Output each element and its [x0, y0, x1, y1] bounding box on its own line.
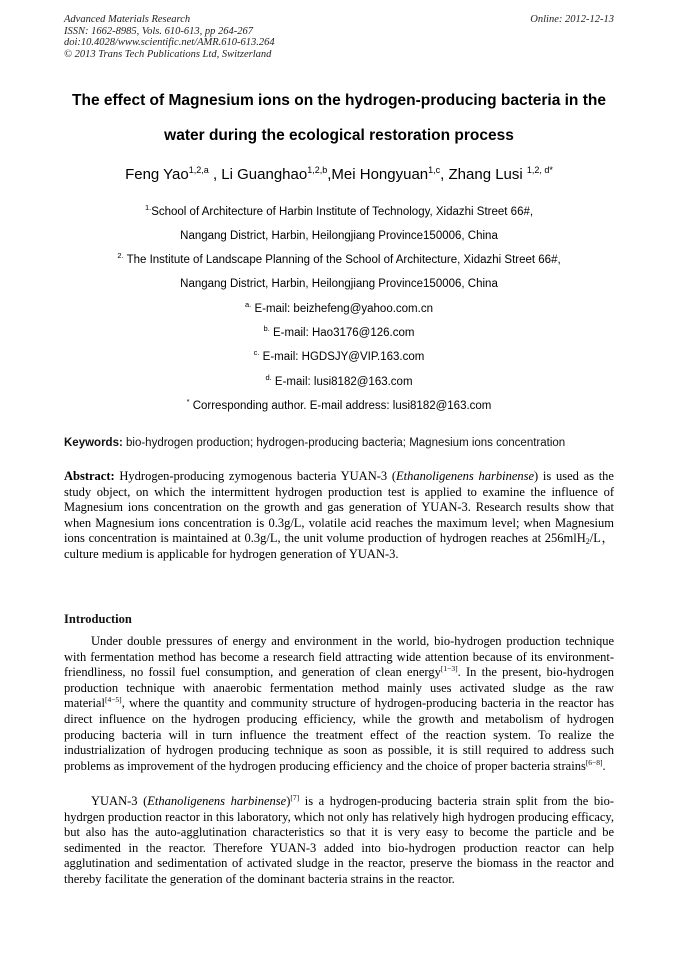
corresponding-mark: * — [186, 397, 190, 406]
author-affiliation-mark: 1,c — [428, 165, 441, 175]
author-separator: , — [208, 166, 222, 183]
author-affiliation-mark: 1,2, d* — [526, 165, 553, 175]
paper-title-line-1: The effect of Magnesium ions on the hydrogen-producing bacteria in the — [72, 92, 606, 109]
citation: [7] — [290, 793, 300, 802]
affiliation-text: School of Architecture of Harbin Institute of Technology, Xidazhi Street 66#, — [151, 206, 534, 218]
affiliation-line — [40, 251, 638, 266]
email-mark: a. — [245, 300, 252, 309]
citation: [6−8] — [585, 757, 603, 767]
author-affiliation-mark: 1,2,a — [188, 165, 209, 175]
species-name: Ethanoligenens harbinense — [147, 794, 287, 808]
abstract — [64, 469, 614, 563]
email-line — [40, 324, 638, 339]
citation: [4−5] — [104, 695, 122, 705]
author-name: Li Guanghao — [221, 166, 308, 183]
email-mark: d. — [265, 373, 272, 382]
abstract-text: /L， culture medium is applicable for hydrogen generation of YUAN-3. — [64, 531, 614, 561]
introduction-paragraph-2 — [64, 794, 614, 888]
journal-header — [64, 14, 275, 60]
issn-line: ISSN: 1662-8985, Vols. 610-613, pp 264-267 — [64, 25, 253, 37]
author-name: Zhang Lusi — [448, 166, 527, 183]
paragraph-text: , where the quantity and community structure of hydrogen-producing bacteria in the reactor has direct influence on the hydrogen producing efficiency, while the growth and metabolism of hydrogen producing bacteria will in turn influence the treatment effect of the reaction system. To realize the industrialization of hydrogen producing technique as soon as possible, it is still required to address such problems as improvement of the hydrogen producing efficiency and the choice of proper bacteria strains — [64, 696, 614, 773]
affiliation-text: Nangang District, Harbin, Heilongjiang Province150006, China — [180, 230, 498, 242]
email-line — [40, 373, 638, 388]
affiliation-text: Nangang District, Harbin, Heilongjiang Province150006, China — [180, 278, 498, 290]
email-text: E-mail: beizhefeng@yahoo.com.cn — [251, 303, 433, 315]
paragraph-text: ) — [286, 794, 291, 808]
doi-line: doi:10.4028/www.scientific.net/AMR.610-613.264 — [64, 37, 275, 48]
affiliation-line — [40, 230, 638, 242]
email-text: E-mail: HGDSJY@VIP.163.com — [259, 351, 425, 363]
email-line — [40, 300, 638, 315]
subscript: 2 — [585, 537, 590, 547]
email-text: E-mail: lusi8182@163.com — [271, 376, 413, 388]
paragraph-text: YUAN-3 ( — [91, 794, 148, 808]
introduction-heading: Introduction — [64, 612, 132, 626]
affiliation-mark: 1. — [144, 203, 152, 212]
author-separator: , — [327, 166, 332, 183]
paragraph-text: . In the present, bio-hydrogen production technique with anaerobic fermentation method mainly uses activated sludge as the raw material — [64, 665, 614, 711]
affiliation-text: The Institute of Landscape Planning of the School of Architecture, Xidazhi Street 66#, — [123, 254, 561, 266]
affiliation-line — [40, 278, 638, 290]
paragraph-text: Under double pressures of energy and environment in the world, bio-hydrogen production technique with fermentation method has become a research field attracting wide attention because of its environment-friendliness, no fossil fuel consumption, and generation of clean energy — [64, 634, 614, 680]
paragraph-text: is a hydrogen-producing bacteria strain split from the bio-hydrgen production reactor in this laboratory, which not only has relatively high hydrogen producing efficacy, but also has the auto-agglutination characteristics so that it is very easy to become the particle and be sedimented in the reactor. Therefore YUAN-3 added into bio-hydrogen production reactor can help agglutination and sedimentation of activated sludge in the reactor, preserve the biomass in the reactor and thereby facilitate the generation of the dominant bacteria strains in the reactor. — [64, 794, 614, 886]
journal-name: Advanced Materials Research — [64, 14, 191, 25]
paper-title-line-2: water during the ecological restoration process — [164, 127, 514, 144]
abstract-text: Hydrogen-producing zymogenous bacteria YUAN-3 ( — [114, 469, 397, 483]
abstract-text: ) is used as the study object, on which the intermittent hydrogen production test is applied to examine the influence of Magnesium ions concentration on the growth and gas generation of YUAN-3. Research results show that when Magnesium ions concentration is 0.3g/L, volatile acid reaches the maximum level; when Magnesium ions concentration is maintained at 0.3g/L, the unit volume production of hydrogen reaches at 256mlH — [64, 469, 614, 546]
keywords-text: bio-hydrogen production; hydrogen-producing bacteria; Magnesium ions concentration — [122, 437, 566, 449]
copyright-line: © 2013 Trans Tech Publications Ltd, Switzerland — [64, 48, 272, 60]
email-mark: c. — [253, 348, 260, 357]
email-mark: b. — [263, 324, 270, 333]
author-name: Mei Hongyuan — [331, 166, 429, 183]
species-name: Ethanoligenens harbinense — [396, 469, 535, 483]
email-text: E-mail: Hao3176@126.com — [269, 327, 415, 339]
affiliation-mark: 2. — [117, 251, 124, 260]
author-affiliation-mark: 1,2,b — [307, 165, 328, 175]
corresponding-author-line — [40, 397, 638, 412]
keywords-label: Keywords: — [64, 437, 123, 449]
paragraph-text: . — [602, 758, 606, 773]
author-separator: , — [440, 166, 449, 183]
author-name: Feng Yao — [125, 166, 189, 183]
corresponding-text: Corresponding author. E-mail address: lusi8182@163.com — [189, 400, 492, 412]
online-date: Online: 2012-12-13 — [530, 14, 614, 25]
affiliation-line — [40, 203, 638, 218]
citation: [1−3] — [440, 664, 458, 674]
author-list — [40, 166, 638, 183]
email-line — [40, 348, 638, 363]
abstract-label: Abstract: — [64, 469, 115, 483]
keywords — [64, 437, 624, 449]
introduction-paragraph-1 — [64, 634, 614, 774]
